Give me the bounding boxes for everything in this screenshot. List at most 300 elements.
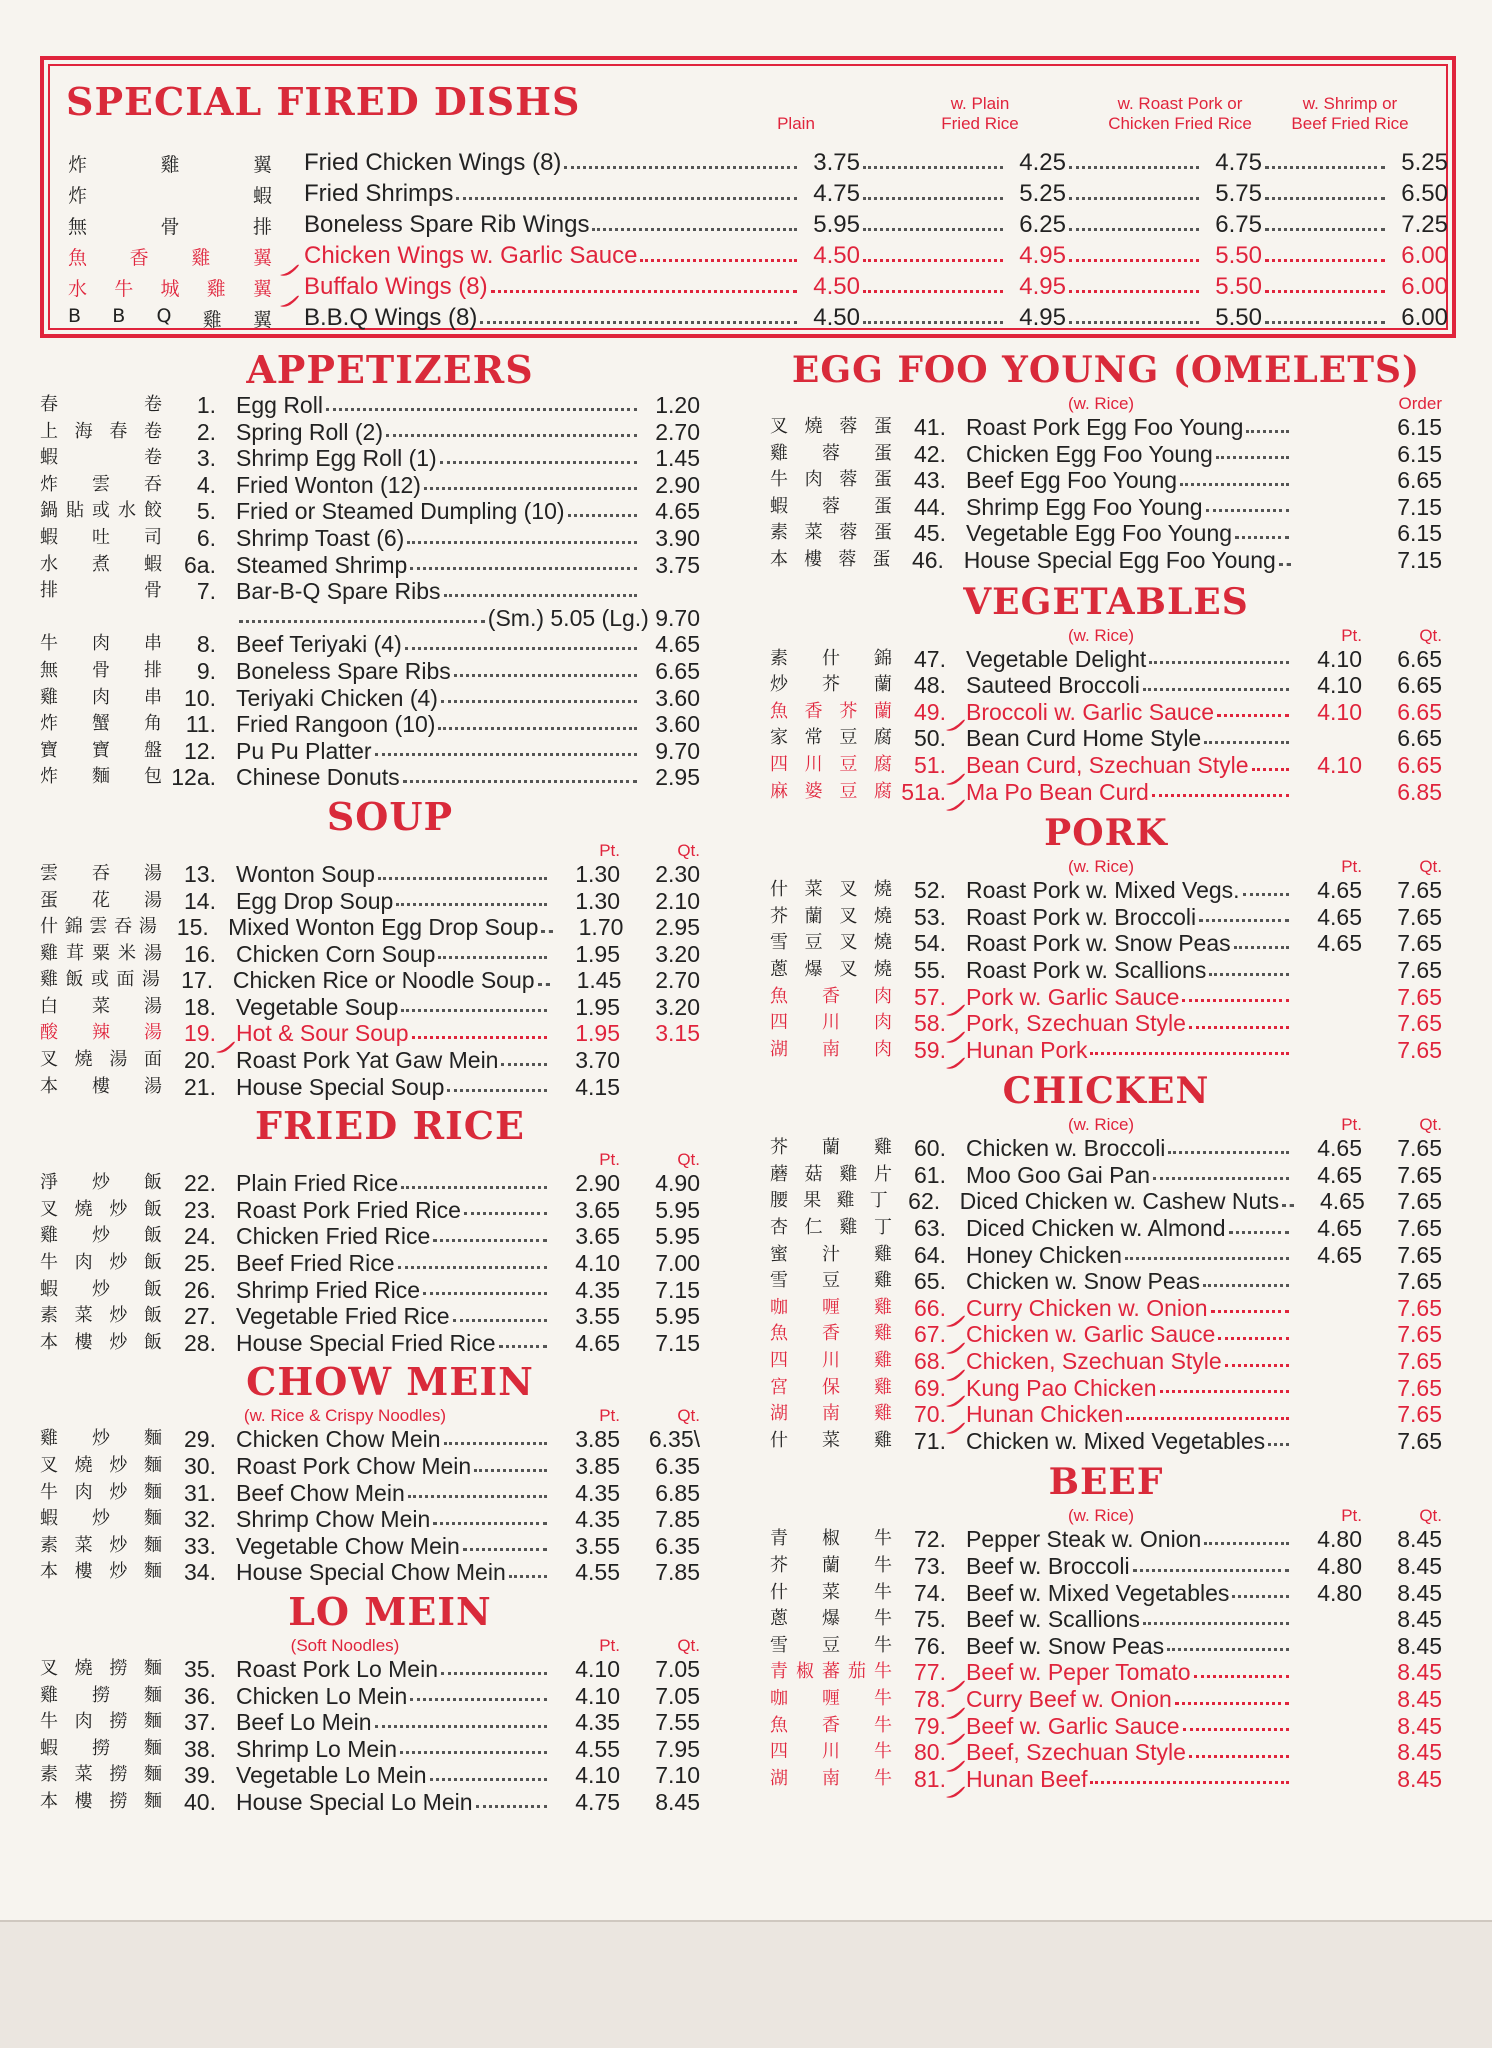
price-quart: 7.65 — [1397, 1374, 1442, 1401]
chinese-char: 粟 — [92, 942, 110, 964]
chinese-char: 炸 — [68, 185, 88, 207]
qt-header: Order — [1398, 394, 1442, 413]
chinese-name — [40, 1197, 168, 1224]
chili-slot — [950, 1539, 966, 1553]
chinese-char: 面 — [116, 969, 135, 991]
leader-dots — [453, 1319, 547, 1322]
chinese-name — [40, 888, 168, 915]
item-number: 14. — [184, 887, 216, 914]
item-number: 79. — [914, 1712, 946, 1739]
chili-pepper-icon — [278, 287, 304, 301]
chinese-char: 雲 — [89, 916, 108, 938]
price-quart: 4.90 — [655, 1170, 700, 1197]
chinese-char: 水 — [118, 500, 136, 522]
price-quart: 6.85 — [1397, 778, 1442, 805]
price-pint: 1.95 — [575, 940, 620, 967]
price-pint: 4.35 — [575, 1276, 620, 1303]
leader-dots — [1216, 456, 1289, 459]
item-name: Plain Fried Rice — [236, 1170, 399, 1197]
leader-dots — [1225, 1364, 1289, 1367]
special-item-row — [68, 239, 1448, 270]
price-quart: 7.05 — [655, 1655, 700, 1682]
chinese-char: 雞 — [40, 942, 58, 964]
chinese-char: 雞 — [839, 1163, 858, 1185]
chinese-char: 蘭 — [804, 905, 823, 927]
chinese-char: 水 — [68, 278, 88, 300]
price-pint: 4.75 — [575, 1788, 620, 1815]
item-name: Vegetable Lo Mein — [236, 1762, 427, 1789]
menu-item-row — [770, 1766, 1442, 1793]
chinese-name — [770, 1633, 898, 1660]
item-number: 37. — [184, 1709, 216, 1736]
chinese-char: 川 — [822, 1741, 840, 1763]
item-name: Ma Po Bean Curd — [966, 778, 1149, 805]
item-name: Hunan Chicken — [966, 1401, 1124, 1428]
chinese-char: 麵 — [143, 1711, 162, 1733]
leader-dots — [424, 487, 637, 490]
menu-item-row — [770, 699, 1442, 726]
leader-dots — [438, 727, 637, 730]
chinese-name — [40, 711, 168, 738]
item-number: 3. — [196, 445, 216, 472]
price-quart: 7.85 — [655, 1559, 700, 1586]
item-number: 12. — [184, 737, 216, 764]
qt-header: Qt. — [1419, 625, 1442, 645]
chinese-char: 撈 — [109, 1711, 128, 1733]
chinese-name — [770, 957, 898, 984]
pt-header: Pt. — [599, 1635, 620, 1655]
chinese-name — [40, 685, 168, 712]
item-name: Chicken w. Garlic Sauce — [966, 1321, 1216, 1348]
chinese-name — [68, 150, 278, 177]
chinese-char: 牛 — [40, 633, 58, 655]
chinese-char: 飯 — [143, 1305, 162, 1327]
price-quart: 8.45 — [1397, 1659, 1442, 1686]
item-name: Hunan Pork — [966, 1036, 1088, 1063]
leader-dots — [1090, 1781, 1289, 1784]
chinese-char: 肉 — [74, 1252, 93, 1274]
chinese-char: 吞 — [144, 473, 162, 495]
chinese-char: 雞 — [770, 442, 788, 464]
special-item-row — [68, 270, 1448, 301]
item-name: Teriyaki Chicken (4) — [236, 684, 438, 711]
chili-slot — [220, 1722, 236, 1736]
menu-item-row — [40, 472, 700, 499]
menu-section — [770, 580, 1442, 806]
chinese-name — [770, 984, 898, 1011]
chinese-char: 麵 — [143, 1561, 162, 1583]
chinese-char: 四 — [770, 1741, 788, 1763]
leader-dots — [405, 647, 637, 650]
price: 4.50 — [813, 242, 860, 269]
menu-item-row — [40, 1330, 700, 1357]
chinese-char: 炒 — [109, 1455, 128, 1476]
chinese-char: 魚 — [770, 1714, 788, 1736]
item-number: 71. — [914, 1427, 946, 1454]
chinese-char: 丁 — [869, 1190, 888, 1212]
chinese-char: 湯 — [144, 1022, 162, 1044]
leader-dots — [408, 1495, 547, 1498]
leader-dots — [564, 166, 797, 169]
chili-pepper-icon — [944, 1752, 966, 1766]
chili-pepper-icon — [944, 1672, 966, 1686]
price-quart: 3.20 — [655, 940, 700, 967]
item-number: 81. — [914, 1765, 946, 1792]
chili-slot — [220, 458, 236, 472]
chinese-name — [40, 1453, 168, 1480]
item-name: Shrimp Fried Rice — [236, 1276, 421, 1303]
chinese-char: 素 — [770, 522, 788, 544]
menu-item-row — [40, 392, 700, 419]
item-name: Fried Chicken Wings (8) — [304, 149, 562, 176]
chinese-char: 什 — [770, 1429, 788, 1451]
item-name: Beef w. Mixed Vegetables — [966, 1579, 1230, 1606]
chinese-char: 腐 — [873, 727, 892, 749]
item-number: 29. — [184, 1426, 216, 1453]
chinese-char: 香 — [129, 247, 149, 269]
chinese-char: 雪 — [770, 1634, 788, 1656]
chili-slot — [220, 538, 236, 552]
price-pint: 3.55 — [575, 1303, 620, 1330]
chinese-char: 卷 — [144, 447, 162, 469]
leader-dots — [863, 321, 1003, 324]
price-pint: 1.70 — [578, 914, 624, 941]
section-note: (Soft Noodles) — [290, 1635, 400, 1655]
leader-dots — [1265, 259, 1385, 262]
item-name: Hunan Beef — [966, 1765, 1088, 1792]
chinese-char: 吞 — [114, 916, 133, 938]
leader-dots — [1069, 197, 1199, 200]
item-number: 6a. — [184, 551, 216, 578]
price: 2.90 — [655, 471, 700, 498]
item-name: Kung Pao Chicken — [966, 1374, 1157, 1401]
chinese-char: 茄 — [848, 1661, 866, 1683]
price-quart: 6.35 — [655, 1453, 700, 1479]
chinese-name — [770, 1606, 898, 1633]
item-name: Chicken Chow Mein — [236, 1426, 441, 1453]
chinese-char: 汁 — [822, 1243, 840, 1265]
chinese-name — [40, 1480, 168, 1507]
menu-item-row — [40, 967, 700, 994]
price: 4.25 — [1019, 149, 1066, 176]
chili-pepper-icon — [944, 765, 966, 779]
chinese-name — [68, 274, 278, 301]
chili-slot — [220, 1342, 236, 1356]
price-pint: 4.80 — [1317, 1526, 1362, 1553]
chinese-name — [40, 658, 168, 685]
chinese-char: 什 — [40, 916, 58, 938]
item-number: 44. — [914, 493, 946, 520]
chinese-char: 豆 — [804, 932, 823, 954]
item-name: House Special Egg Foo Young — [963, 546, 1276, 573]
chinese-name — [40, 738, 168, 765]
menu-section — [770, 811, 1442, 1063]
menu-item-row — [770, 1633, 1442, 1660]
item-number: 33. — [184, 1532, 216, 1559]
chinese-char: 蜜 — [770, 1243, 788, 1265]
menu-item-row — [770, 1215, 1442, 1242]
item-name: Shrimp Egg Foo Young — [966, 493, 1203, 520]
chili-slot — [220, 591, 236, 605]
chinese-char: 酸 — [40, 1022, 58, 1044]
menu-item-row — [770, 984, 1442, 1011]
price-quart: 8.45 — [655, 1788, 700, 1815]
chinese-char: 包 — [144, 766, 162, 788]
price-pint: 3.65 — [575, 1196, 620, 1223]
price-pint: 4.55 — [575, 1735, 620, 1762]
menu-item-row — [770, 752, 1442, 779]
chinese-char: 爆 — [804, 958, 823, 980]
menu-item-row — [770, 930, 1442, 957]
chinese-char: 樓 — [92, 1075, 110, 1097]
chinese-char: 牛 — [874, 1714, 892, 1736]
chinese-char: 牛 — [874, 1581, 892, 1603]
item-name: Pu Pu Platter — [236, 737, 372, 764]
menu-item-row — [40, 861, 700, 888]
chinese-char: 錦 — [64, 916, 83, 938]
item-number: 19. — [184, 1020, 216, 1047]
chinese-char: 撈 — [92, 1737, 110, 1759]
item-name: Pork, Szechuan Style — [966, 1010, 1186, 1037]
chinese-char: 燒 — [74, 1455, 93, 1476]
chinese-char: 雞 — [206, 278, 226, 300]
price-pint: 4.35 — [575, 1709, 620, 1736]
leader-dots — [491, 290, 797, 293]
chili-slot — [220, 750, 236, 764]
chinese-char: 香 — [822, 1714, 840, 1736]
leader-dots — [1235, 536, 1289, 539]
menu-item-row — [40, 1170, 700, 1197]
price-pint: 1.30 — [575, 860, 620, 887]
leader-dots — [1153, 1177, 1289, 1180]
item-number: 75. — [914, 1606, 946, 1633]
chinese-char: 麵 — [144, 1737, 162, 1759]
chinese-name — [770, 877, 898, 904]
chinese-char: 麵 — [143, 1790, 162, 1812]
leader-dots — [239, 620, 485, 623]
item-name: Chicken w. Mixed Vegetables — [966, 1427, 1266, 1454]
item-name: Pepper Steak w. Onion — [966, 1526, 1202, 1553]
chinese-char: 叉 — [40, 1049, 58, 1071]
item-name: Curry Beef w. Onion — [966, 1685, 1172, 1712]
chinese-char: 寶 — [92, 739, 110, 761]
section-title: SOUP — [326, 793, 454, 839]
price-quart: 8.45 — [1397, 1685, 1442, 1712]
chinese-name — [770, 1215, 898, 1242]
item-name: Chicken, Szechuan Style — [966, 1348, 1222, 1375]
chinese-char: 蟹 — [92, 713, 110, 735]
chinese-char: 叉 — [770, 416, 788, 437]
leader-dots — [538, 983, 550, 986]
chinese-name — [770, 441, 898, 468]
chinese-char: 燒 — [74, 1049, 93, 1071]
leader-dots — [447, 1089, 547, 1092]
chinese-name — [770, 779, 898, 806]
price-quart: 7.65 — [1397, 1215, 1442, 1242]
chinese-char: 菜 — [92, 995, 110, 1017]
price-quart: 5.95 — [655, 1303, 700, 1330]
price-pint: 4.35 — [575, 1506, 620, 1533]
leader-dots — [454, 674, 637, 677]
price-pint: 4.10 — [1317, 645, 1362, 672]
price-quart: 7.65 — [1397, 1036, 1442, 1063]
leader-dots — [441, 700, 637, 703]
leader-dots — [1069, 228, 1199, 231]
chinese-char: 喱 — [822, 1296, 840, 1318]
section-subheader — [40, 1404, 700, 1426]
chili-slot — [220, 1316, 236, 1330]
chinese-char: 蛋 — [873, 469, 892, 491]
menu-item-row — [40, 1426, 700, 1453]
menu-section — [40, 795, 700, 1100]
chinese-name — [770, 547, 897, 574]
chinese-char: 豆 — [822, 1270, 840, 1292]
chinese-char: 燒 — [873, 932, 892, 954]
price-pint: 4.10 — [1317, 672, 1362, 699]
chinese-char: 常 — [804, 727, 823, 749]
chinese-name — [68, 212, 278, 239]
chinese-name — [40, 525, 168, 552]
item-number: 40. — [184, 1788, 216, 1815]
section-note: (w. Rice) — [1067, 857, 1135, 877]
menu-item-row — [770, 547, 1442, 574]
item-name: Chicken Lo Mein — [236, 1682, 408, 1709]
chinese-name — [40, 1709, 168, 1736]
item-number: 59. — [914, 1036, 946, 1063]
item-number: 32. — [184, 1506, 216, 1533]
chinese-char: 菜 — [74, 1764, 93, 1786]
section-subheader — [40, 1634, 700, 1656]
chinese-char: 麵 — [143, 1481, 162, 1503]
chinese-char: 蝦 — [40, 1278, 58, 1300]
chinese-char: 菜 — [822, 1581, 840, 1603]
menu-item-row — [770, 1162, 1442, 1189]
chinese-char: 雞 — [40, 686, 58, 708]
item-name: Vegetable Delight — [966, 645, 1147, 672]
chili-slot — [217, 980, 233, 994]
chili-slot — [950, 943, 966, 957]
menu-item-row — [40, 1480, 700, 1507]
item-number: 54. — [914, 930, 946, 957]
chinese-char: 蓉 — [839, 469, 858, 491]
section-title: BEEF — [1048, 1461, 1164, 1504]
item-name: Chicken Wings w. Garlic Sauce — [304, 242, 638, 269]
chinese-name — [40, 1047, 168, 1074]
price-quart: 6.15 — [1397, 414, 1442, 440]
chinese-char: 盤 — [144, 739, 162, 761]
chinese-char: 蛋 — [874, 442, 892, 464]
price-quart: 8.45 — [1397, 1579, 1442, 1606]
pt-header: Pt. — [599, 840, 620, 860]
item-name: House Special Chow Mein — [236, 1559, 506, 1586]
item-name: Shrimp Chow Mein — [236, 1506, 431, 1533]
price-quart: 7.15 — [1397, 493, 1442, 520]
chili-slot — [220, 777, 236, 791]
chinese-char: 雞 — [874, 1429, 892, 1451]
chinese-char: 水 — [40, 553, 58, 575]
chili-slot — [950, 1566, 966, 1580]
chinese-char: 蝦 — [40, 447, 58, 469]
price: 4.95 — [1019, 242, 1066, 269]
chili-slot — [220, 1519, 236, 1533]
menu-item-row — [40, 1453, 700, 1480]
leader-dots — [456, 197, 797, 200]
chili-slot — [278, 163, 304, 177]
leader-dots — [1069, 259, 1199, 262]
leader-dots — [509, 1575, 547, 1578]
chinese-name — [40, 1020, 168, 1047]
chinese-char: 煮 — [92, 553, 110, 575]
chinese-char: 蝦 — [252, 185, 272, 207]
chinese-char: 撈 — [109, 1764, 128, 1786]
item-name: Sauteed Broccoli — [966, 672, 1140, 699]
chinese-char: 肉 — [92, 686, 110, 708]
chinese-char: 芥 — [770, 1555, 788, 1576]
chinese-char: 湯 — [138, 916, 157, 938]
menu-item-row — [40, 1020, 700, 1047]
item-name: Honey Chicken — [966, 1241, 1122, 1268]
chinese-char: 菜 — [74, 1305, 93, 1327]
menu-item-row — [40, 1656, 700, 1683]
menu-item-row — [40, 764, 700, 791]
price-quart: 8.45 — [1397, 1632, 1442, 1659]
item-number: 72. — [914, 1526, 946, 1553]
chili-pepper-icon — [944, 791, 966, 805]
item-name: Bean Curd Home Style — [966, 725, 1202, 752]
chinese-char: 蛋 — [874, 495, 892, 517]
chili-slot — [220, 1209, 236, 1223]
chinese-char: 雞 — [40, 1428, 58, 1450]
chinese-name — [770, 467, 898, 494]
menu-item-row — [770, 1580, 1442, 1607]
menu-item-row — [40, 605, 700, 632]
price: 5.95 — [813, 211, 860, 238]
price-quart: 7.95 — [655, 1735, 700, 1762]
item-name: Beef Chow Mein — [236, 1479, 405, 1506]
menu-item-row — [40, 445, 700, 472]
price: 2.70 — [655, 418, 700, 445]
chili-slot — [220, 1466, 236, 1480]
leader-dots — [1265, 290, 1385, 293]
chinese-char: 或 — [90, 969, 109, 991]
leader-dots — [375, 1725, 547, 1728]
price-pint: 4.65 — [1317, 930, 1362, 957]
item-number: 21. — [184, 1073, 216, 1100]
item-number: 39. — [184, 1762, 216, 1789]
menu-section — [40, 1360, 700, 1586]
chinese-name — [770, 1580, 898, 1607]
item-number: 18. — [184, 993, 216, 1020]
special-title: SPECIAL FIRED DISHS — [66, 79, 581, 124]
price-quart: 8.45 — [1397, 1606, 1442, 1633]
section-subheader — [770, 1113, 1442, 1135]
chinese-name — [40, 1789, 168, 1816]
chili-slot — [213, 927, 228, 941]
special-item-row — [68, 177, 1448, 208]
price: 3.75 — [813, 149, 860, 176]
leader-dots — [1211, 1310, 1289, 1313]
item-number: 52. — [914, 877, 946, 904]
leader-dots — [1183, 1728, 1290, 1731]
chinese-char: 樓 — [804, 548, 823, 570]
item-name: Wonton Soup — [236, 860, 375, 887]
item-number: 34. — [184, 1559, 216, 1586]
price-pint: 4.65 — [1317, 1215, 1362, 1242]
menu-item-row — [40, 1506, 700, 1533]
price-quart: 7.65 — [1397, 1321, 1442, 1348]
chinese-char: 雪 — [770, 1270, 788, 1292]
chinese-char: 片 — [873, 1163, 892, 1185]
